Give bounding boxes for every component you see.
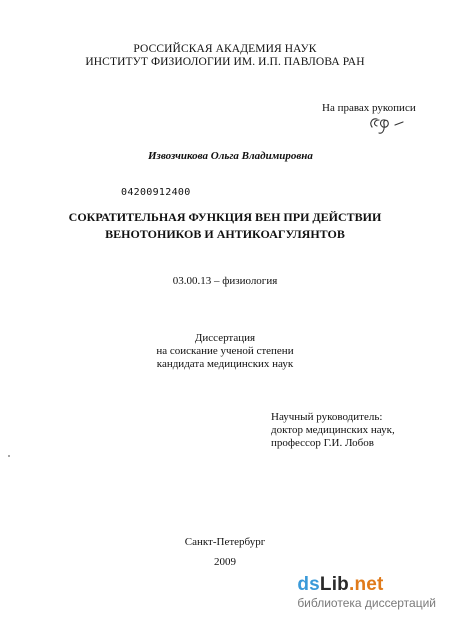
advisor-label: Научный руководитель: (271, 411, 383, 423)
manuscript-rights-note: На правах рукописи (322, 102, 416, 114)
academy-name: РОССИЙСКАЯ АКАДЕМИЯ НАУК (133, 43, 317, 55)
thesis-title-line2: ВЕНОТОНИКОВ И АНТИКОАГУЛЯНТОВ (105, 227, 345, 241)
watermark-subtitle: библиотека диссертаций (297, 596, 436, 610)
advisor-name: профессор Г.И. Лобов (271, 437, 374, 449)
thesis-title-line1: СОКРАТИТЕЛЬНАЯ ФУНКЦИЯ ВЕН ПРИ ДЕЙСТВИИ (68, 210, 382, 224)
degree-purpose: на соискание ученой степени (156, 345, 294, 357)
watermark-logo (297, 575, 436, 609)
handwritten-signature (368, 113, 410, 135)
year: 2009 (214, 556, 236, 568)
scan-speck (8, 455, 10, 457)
institute-name: ИНСТИТУТ ФИЗИОЛОГИИ ИМ. И.П. ПАВЛОВА РАН (85, 56, 365, 68)
catalog-code: 04200912400 (121, 187, 191, 198)
specialty-code: 03.00.13 – физиология (172, 275, 278, 287)
author-name: Извозчикова Ольга Владимировна (148, 150, 313, 162)
dissertation-label: Диссертация (194, 332, 256, 344)
watermark-brand: dsLib.net (297, 574, 384, 595)
degree-name: кандидата медицинских наук (156, 358, 294, 370)
city: Санкт-Петербург (184, 536, 266, 548)
advisor-degree: доктор медицинских наук, (271, 424, 395, 436)
